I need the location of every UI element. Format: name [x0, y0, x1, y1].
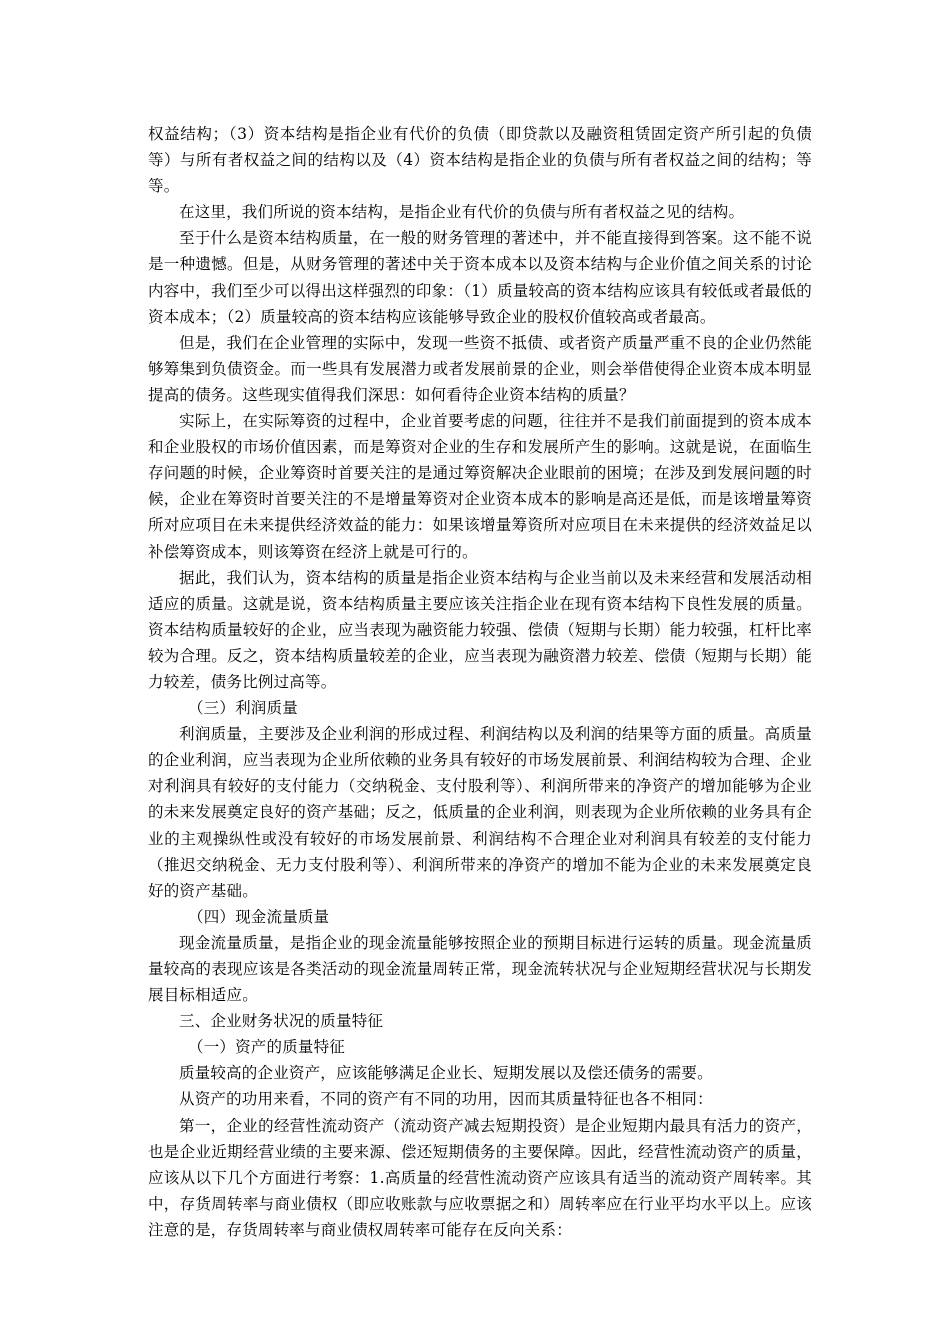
paragraph-capital-structure-meaning: 在这里，我们所说的资本结构，是指企业有代价的负债与所有者权益之见的结构。 — [179, 203, 745, 222]
paragraph-capital-structure-quality-definition: 据此，我们认为，资本结构的质量是指企业资本结构与企业当前以及未来经营和发展活动相适应的质量。这就是说，资本结构质量主要应该关注指企业在现有资本结构下良性发展的质量。资本结构质量较好的企业，应当表现为融资能力较强、偿债（短期与长期）能力较强，杠杆比率较为合理。反之，资本结构质量较差的企业，应当表现为融资潜力较差、偿债（短期与长期）能力较差，债务比例过高等。 — [148, 568, 812, 691]
paragraph-practice-observation: 但是，我们在企业管理的实际中，发现一些资不抵债、或者资产质量严重不良的企业仍然能够筹集到负债资金。而一些具有发展潜力或者发展前景的企业，则会举借使得企业资本成本明显提高的债务。这些现实值得我们深思：如何看待企业资本结构的质量？ — [148, 333, 812, 404]
section-heading-profit-quality: （三）利润质量 — [188, 699, 298, 718]
paragraph-cash-flow-quality: 现金流量质量，是指企业的现金流量能够按照企业的预期目标进行运转的质量。现金流量质量较高的表现应该是各类活动的现金流量周转正常，现金流转状况与企业短期经营状况与长期发展目标相适应。 — [148, 933, 812, 1005]
section-heading-cash-flow-quality: （四）现金流量质量 — [188, 907, 330, 926]
section-heading-asset-quality-features: （一）资产的质量特征 — [188, 1038, 346, 1057]
document-body — [148, 121, 812, 1243]
paragraph-financing-considerations: 实际上，在实际筹资的过程中，企业首要考虑的问题，往往并不是我们前面提到的资本成本和企业股权的市场价值因素，而是筹资对企业的生存和发展所产生的影响。这就是说，在面临生存问题的时候，企业筹资时首要关注的是通过筹资解决企业眼前的困境；在涉及到发展问题的时候，企业在筹资时首要关注的不是增量筹资对企业资本成本的影响是高还是低，而是该增量筹资所对应项目在未来提供经济效益的能力：如果该增量筹资所对应项目在未来提供的经济效益足以补偿筹资成本，则该筹资在经济上就是可行的。 — [148, 412, 812, 561]
paragraph-capital-structure-definitions: 权益结构；（3）资本结构是指企业有代价的负债（即贷款以及融资租赁固定资产所引起的负债等）与所有者权益之间的结构以及（4）资本结构是指企业的负债与所有者权益之间的结构；等等。 — [148, 125, 812, 196]
paragraph-asset-quality-needs: 质量较高的企业资产，应该能够满足企业长、短期发展以及偿还债务的需要。 — [179, 1064, 713, 1083]
paragraph-operating-current-assets: 第一，企业的经营性流动资产（流动资产减去短期投资）是企业短期内最具有活力的资产，也是企业近期经营业绩的主要来源、偿还短期债务的主要保障。因此，经营性流动资产的质量，应该从以下几个方面进行考察：1.高质量的经营性流动资产应该具有适当的流动资产周转率。其中，存货周转率与商业债权（即应收账款与应收票据之和）周转率应在行业平均水平以上。应该注意的是，存货周转率与商业债权周转率可能存在反向关系： — [148, 1116, 812, 1239]
paragraph-profit-quality: 利润质量，主要涉及企业利润的形成过程、利润结构以及利润的结果等方面的质量。高质量的企业利润，应当表现为企业所依赖的业务具有较好的市场发展前景、利润结构较为合理、企业对利润具有较好的支付能力（交纳税金、支付股利等）、利润所带来的净资产的增加能够为企业的未来发展奠定良好的资产基础；反之，低质量的企业利润，则表现为企业所依赖的业务具有企业的主观操纵性或没有较好的市场发展前景、利润结构不合理企业对利润具有较差的支付能力（推迟交纳税金、无力支付股利等）、利润所带来的净资产的增加不能为企业的未来发展奠定良好的资产基础。 — [148, 725, 812, 900]
paragraph-capital-structure-quality-question: 至于什么是资本结构质量，在一般的财务管理的著述中，并不能直接得到答案。这不能不说是一种遗憾。但是，从财务管理的著述中关于资本成本以及资本结构与企业价值之间关系的讨论内容中，我们至少可以得出这样强烈的印象：（1）质量较高的资本结构应该具有较低或者最低的资本成本；（2）质量较高的资本结构应该能够导致企业的股权价值较高或者最高。 — [148, 229, 812, 326]
paragraph-asset-function: 从资产的功用来看，不同的资产有不同的功用，因而其质量特征也各不相同： — [179, 1090, 713, 1109]
section-heading-financial-quality-features: 三、企业财务状况的质量特征 — [179, 1012, 384, 1031]
